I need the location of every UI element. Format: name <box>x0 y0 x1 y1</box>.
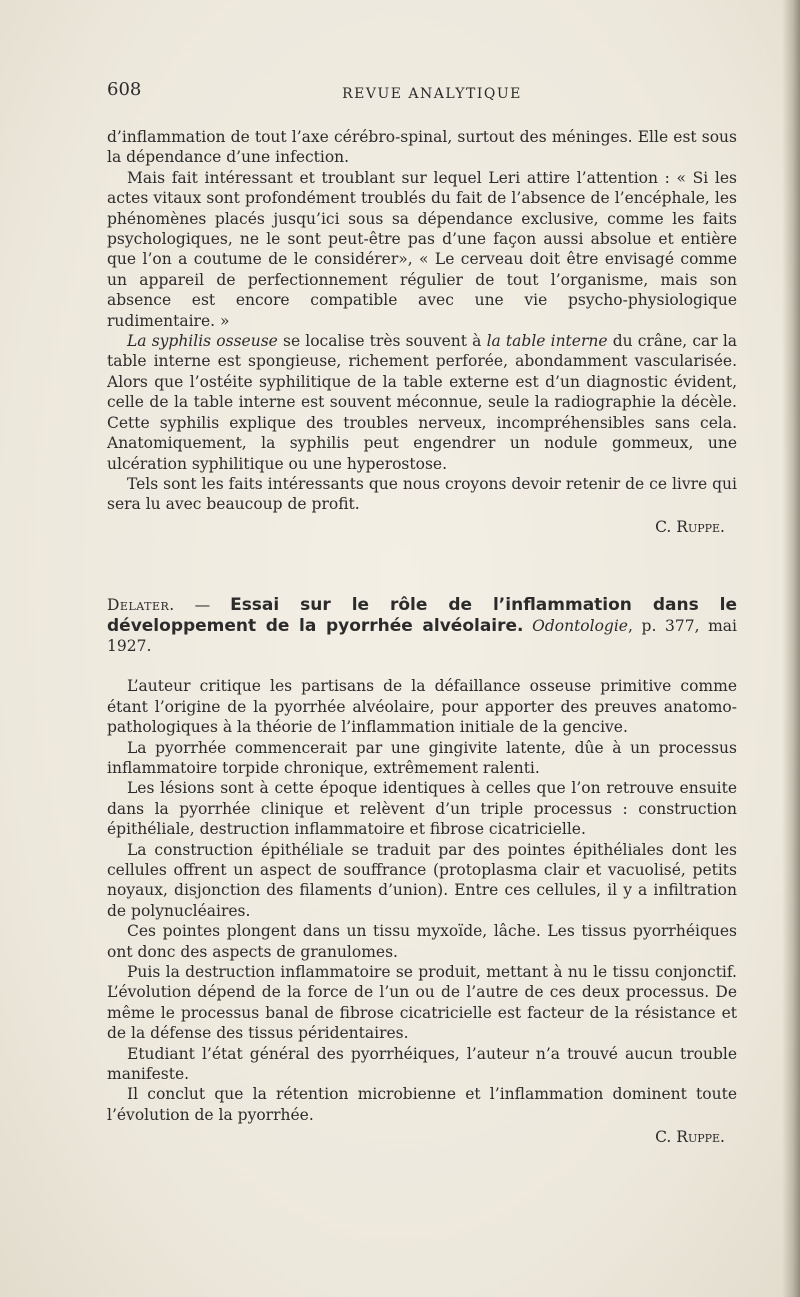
page-header <box>107 80 737 106</box>
paragraph: Il conclut que la rétention microbienne et l’inflammation dominent toute l’évolution de la pyorrhée. <box>107 1085 737 1124</box>
page-content <box>107 80 737 1148</box>
text-run: du crâne, car la table interne est spongieuse, richement perforée, abondamment vascularisée. Alors que l’ostéite syphilitique de la table externe est d’un diagnostic évident, celle de la table interne est souvent méconnue, seule la radiographie la décèle. Cette syphilis explique des troubles nerveux, incompréhensibles sans cela. Anatomiquement, la syphilis peut engendrer un nodule gommeux, une ulcération syphilitique ou une hyperostose. <box>107 332 738 473</box>
review-1 <box>107 127 737 537</box>
paragraph: La pyorrhée commencerait par une gingivite latente, dûe à un processus inflammatoire torpide chronique, extrêmement ralenti. <box>107 738 737 777</box>
italic-term: la table interne <box>486 332 608 351</box>
paragraph: L’auteur critique les partisans de la défaillance osseuse primitive comme étant l’origine de la pyorrhée alvéolaire, pour apporter des preuves anatomo-pathologiques à la théorie de l’inflammation initiale de la gencive. <box>107 677 737 737</box>
paragraph <box>107 331 737 474</box>
page-edge-shadow <box>782 0 800 1297</box>
paragraph: Etudiant l’état général des pyorrhéiques, l’auteur n’a trouvé aucun trouble manifeste. <box>107 1044 737 1084</box>
citation: , p. 377, mai 1927. <box>107 616 737 655</box>
review-author: Delater. <box>107 596 175 615</box>
page-number: 608 <box>107 79 142 100</box>
review-2 <box>107 595 737 1148</box>
paragraph: Les lésions sont à cette époque identiques à celles que l’on retrouve ensuite dans la pyorrhée clinique et relèvent d’un triple processus : construction épithéliale, destruction inflammatoire et fibrose cicatricielle. <box>107 779 737 839</box>
running-head: REVUE ANALYTIQUE <box>342 86 522 102</box>
section-gap <box>107 537 737 595</box>
title-dash: — <box>174 596 231 615</box>
paragraph: d’inflammation de tout l’axe cérébro-spinal, surtout des méninges. Elle est sous la dépendance d’une infection. <box>107 128 737 167</box>
paragraph: Puis la destruction inflammatoire se produit, mettant à nu le tissu conjonctif. L’évolution dépend de la force de l’un ou de l’autre de ces deux processus. De même le processus banal de fibrose cicatricielle est facteur de la résistance et de la défense des tissus péridentaires. <box>107 963 737 1043</box>
paragraph: Mais fait intéressant et troublant sur lequel Leri attire l’attention : « Si les actes vitaux sont profondément troublés du fait de l’absence de l’encéphale, les phénomènes placés jusqu’ici sous sa dépendance exclusive, comme les faits psychologiques, ne le sont peut-être pas d’une façon aussi absolue et entière que l’on a coutume de le considérer», « Le cerveau doit être envisagé comme un appareil de perfectionnement régulier de tout l’organisme, mais son absence est encore compatible avec une vie psycho-physiologique rudimentaire. » <box>107 168 737 330</box>
paragraph: Ces pointes plongent dans un tissu myxoïde, lâche. Les tissus pyorrhéiques ont donc des aspects de granulomes. <box>107 922 737 961</box>
review-title <box>107 595 737 656</box>
signature: C. Ruppe. <box>655 517 725 536</box>
paragraph: Tels sont les faits intéressants que nous croyons devoir retenir de ce livre qui sera lu avec beaucoup de profit. <box>107 474 737 514</box>
article-title: Essai sur le rôle de l’inflammation dans le développement de la pyorrhée alvéolaire. <box>107 595 737 636</box>
paragraph: La construction épithéliale se traduit par des pointes épithéliales dont les cellules offrent un aspect de souffrance (protoplasma clair et vacuolisé, petits noyaux, disjonction des filaments d’union). Entre ces cellules, il y a infiltration de polynucléaires. <box>107 840 737 920</box>
italic-term: La syphilis osseuse <box>127 332 278 351</box>
journal-name: Odontologie <box>532 616 628 635</box>
signature: C. Ruppe. <box>655 1128 725 1147</box>
title-gap <box>107 656 737 676</box>
text-run: se localise très souvent à <box>277 332 487 351</box>
